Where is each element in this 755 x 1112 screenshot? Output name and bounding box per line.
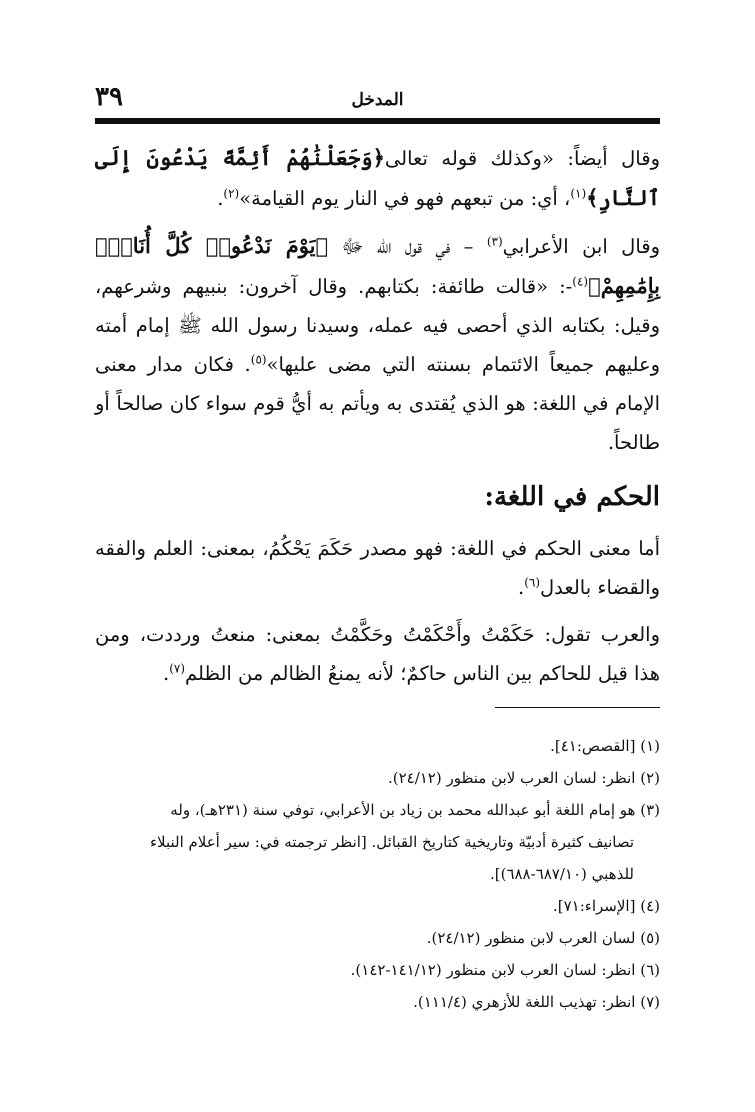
main-text [95, 138, 660, 693]
footnote-ref: (٤) [572, 274, 589, 289]
footnote-3: (٣) هو إمام اللغة أبو عبدالله محمد بن زياد بن الأعرابي، توفي سنة (٢٣١هـ)، وله [170, 801, 660, 819]
quran-verse: ﴿وَجَعَلْنَٰهُمْ أَئِمَّةً يَدْعُونَ إِلَى ٱلنَّارِ﴾ [95, 145, 660, 210]
paragraph-2 [95, 226, 660, 462]
footnote-ref: (١) [570, 186, 587, 201]
footnote-3-continued: تصانيف كثيرة أدبيّة وتاريخية كتاريخ القبائل. [انظر ترجمته في: سير أعلام النبلاء [149, 833, 634, 851]
footnote-3-continued: للذهبي (٦٨٧/١٠-٦٨٨)]. [489, 865, 634, 883]
text-run: ، أي: من تبعهم فهو في النار يوم القيامة» [239, 187, 571, 210]
quran-verse: ﴿يَوْمَ نَدْعُوا۟ كُلَّ أُنَاسٍۭ بِإِمَٰمِهِمْ﴾ [95, 233, 660, 298]
text-run: وقال أيضاً: «وكذلك قوله تعالى [384, 147, 660, 170]
paragraph-3 [95, 529, 660, 607]
section-name: المدخل [351, 90, 404, 110]
text-run: – في قول الله ﷻ [328, 235, 487, 258]
footnote-ref: (٦) [524, 575, 541, 590]
text-run: أما معنى الحكم في اللغة: فهو مصدر حَكَمَ يَحْكُمُ، بمعنى: العلم والفقه والقضاء بالعدل [95, 537, 660, 599]
footnote-5: (٥) لسان العرب لابن منظور (٢٤/١٢). [426, 929, 660, 947]
footnote-separator [495, 707, 660, 708]
text-run: -: «قالت طائفة: بكتابهم. وقال آخرون: بنبيهم وشرعهم، وقيل: بكتابه الذي أحصى فيه عمله، وسيدنا رسول الله ﷺ إمام أمته وعليهم جميعاً الائتمام بسنته التي مضى عليها» [95, 275, 660, 376]
footnote-ref: (٥) [250, 352, 267, 367]
header-rule [95, 118, 660, 124]
footnotes [95, 730, 660, 1018]
text-run: . [517, 576, 525, 599]
section-title: الحكم في اللغة: [484, 482, 660, 512]
text-run: . [163, 662, 170, 685]
text-run: . [217, 187, 224, 210]
text-run: . فكان مدار معنى الإمام في اللغة: هو الذي يُقتدى به ويأتم به أيُّ قوم سواء كان صالحاً أو طالحاً. [95, 353, 660, 454]
paragraph-4 [95, 615, 660, 693]
footnote-1: (١) [القصص:٤١]. [550, 737, 660, 755]
text-run: وقال ابن الأعرابي [502, 235, 660, 258]
footnote-2: (٢) انظر: لسان العرب لابن منظور (٢٤/١٢). [387, 769, 660, 787]
footnote-ref: (٧) [169, 661, 186, 676]
page-number: ٣٩ [95, 82, 123, 112]
footnote-6: (٦) انظر: لسان العرب لابن منظور (١٤١/١٢-١٤٢). [350, 961, 660, 979]
running-header [95, 82, 660, 122]
footnote-4: (٤) [الإسراء:٧١]. [553, 897, 660, 915]
footnote-ref: (٢) [223, 186, 240, 201]
footnote-7: (٧) انظر: تهذيب اللغة للأزهري (١١١/٤). [413, 993, 660, 1011]
paragraph-1 [95, 138, 660, 218]
footnote-ref: (٣) [486, 234, 503, 249]
text-run: والعرب تقول: حَكَمْتُ وأَحْكَمْتُ وحَكَّمْتُ بمعنى: منعتُ ورددت، ومن هذا قيل للحاكم بين الناس حاكمٌ؛ لأنه يمنعُ الظالم من الظلم [95, 623, 660, 685]
